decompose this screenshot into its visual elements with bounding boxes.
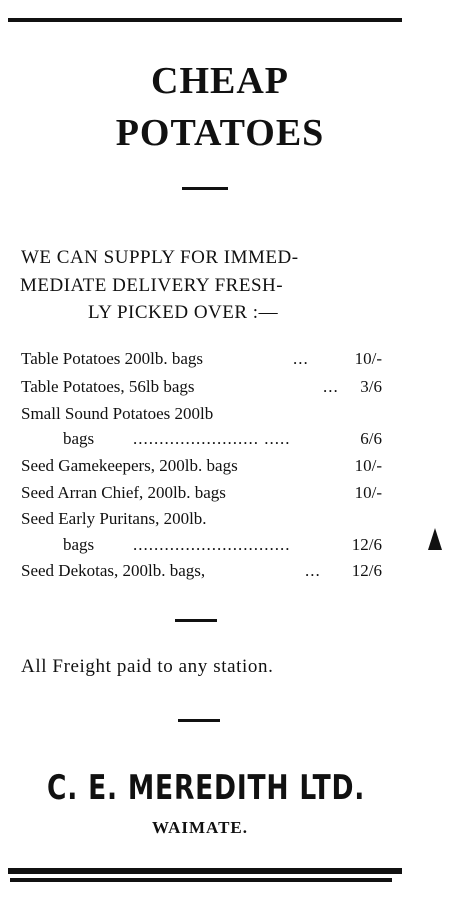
item-name: Table Potatoes 200lb. bags [21, 349, 204, 368]
print-mark [428, 528, 442, 550]
leader-dots: ... [323, 377, 339, 396]
bottom-rule [8, 868, 402, 874]
item-price: 12/6 [351, 561, 382, 580]
leader-dots: ... [305, 561, 321, 580]
item-price: 10/- [354, 456, 382, 475]
bottom-rule-2 [10, 878, 392, 882]
item-price: 12/6 [351, 535, 382, 554]
item-price: 3/6 [360, 377, 382, 396]
leader-dots: ... [293, 349, 309, 368]
item-price: 6/6 [360, 429, 382, 448]
freight-note: All Freight paid to any station. [21, 656, 274, 677]
town-name: WAIMATE. [152, 818, 248, 837]
item-name: Table Potatoes, 56lb bags [21, 377, 195, 396]
top-rule [8, 18, 402, 22]
intro-line-2: MEDIATE DELIVERY FRESH- [20, 275, 284, 296]
item-name: bags [63, 429, 95, 448]
headline-cheap: CHEAP [151, 60, 289, 102]
company-name: C. E. MEREDITH LTD. [47, 768, 366, 808]
leader-dots: .............................. [133, 535, 291, 554]
divider-dash-3 [178, 719, 220, 722]
divider-dash-1 [182, 187, 228, 190]
item-price: 10/- [354, 483, 382, 502]
item-price: 10/- [354, 349, 382, 368]
item-name: Seed Early Puritans, 200lb. [21, 509, 207, 528]
item-name: Seed Dekotas, 200lb. bags, [21, 561, 206, 580]
item-name: Seed Gamekeepers, 200lb. bags [21, 456, 238, 475]
item-name: Small Sound Potatoes 200lb [21, 404, 214, 423]
intro-line-3: LY PICKED OVER :— [88, 302, 279, 323]
leader-dots: ........................ ..... [133, 429, 291, 448]
headline-potatoes: POTATOES [115, 112, 325, 154]
item-name: Seed Arran Chief, 200lb. bags [21, 483, 226, 502]
item-name: bags [63, 535, 95, 554]
divider-dash-2 [175, 619, 217, 622]
intro-line-1: WE CAN SUPPLY FOR IMMED- [21, 247, 299, 268]
